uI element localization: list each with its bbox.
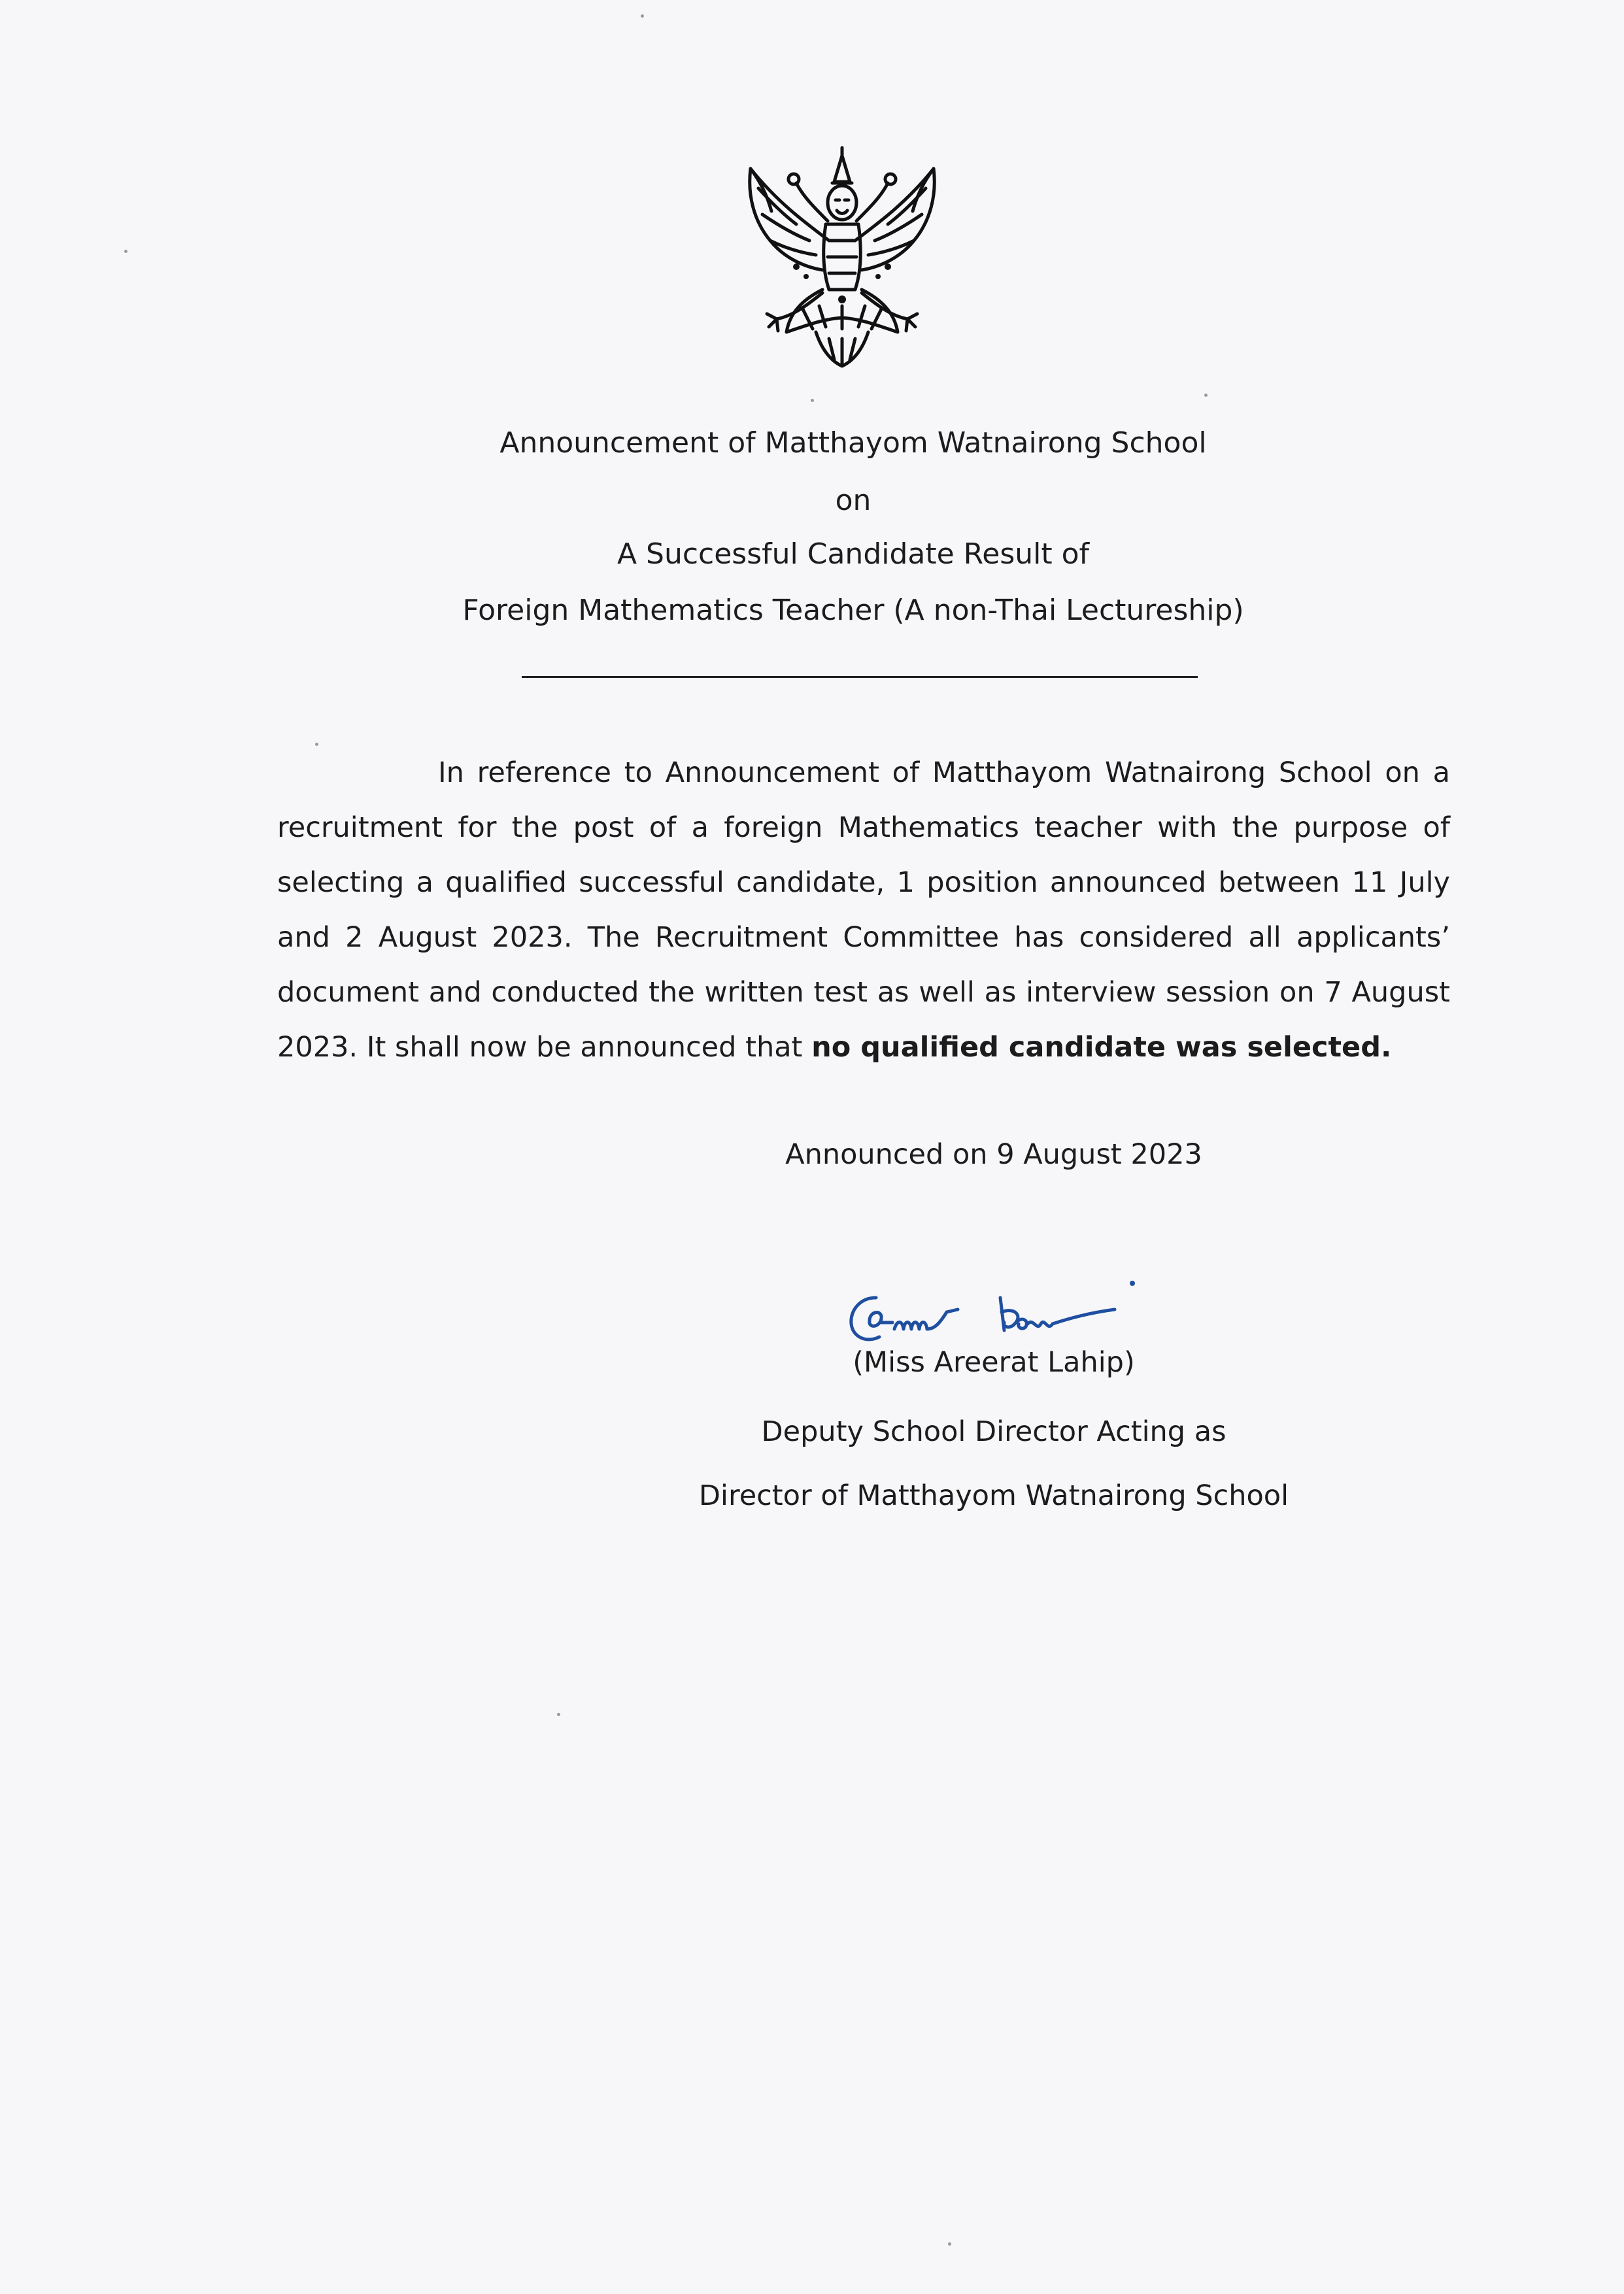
signatory-title: Deputy School Director Acting as [761,1415,1226,1448]
result-statement: no qualified candidate was selected. [811,1031,1392,1064]
scan-speck [811,399,814,402]
scan-speck [641,14,644,18]
scan-speck [948,2242,951,2246]
signatory-name: (Miss Areerat Lahip) [853,1346,1135,1379]
announcement-title-on: on [835,484,871,517]
announcement-subject: A Successful Candidate Result of [617,537,1090,571]
garuda-emblem-icon [731,143,953,371]
scan-speck [315,743,318,746]
announcement-title: Announcement of Matthayom Watnairong School [499,426,1207,460]
body-paragraph: In reference to Announcement of Matthayom Watnairong School on a recruitment for the post of a foreign Mathematics teacher with the purpose of selecting a qualified successful candidate, 1 position announced between 11 July and 2 August 2023. The Recruitment Committee has considered all applicants’ document and conducted the written test as well as interview session on 7 August 2023. It shall now be announced that [277,756,1450,1064]
announcement-position: Foreign Mathematics Teacher (A non-Thai Lectureship) [462,594,1244,627]
scan-speck [557,1713,560,1716]
title-divider [522,676,1198,678]
scan-speck [1204,394,1208,397]
signatory-office: Director of Matthayom Watnairong School [698,1479,1289,1512]
announcement-body [277,745,1450,1075]
announcement-date: Announced on 9 August 2023 [785,1138,1202,1171]
scan-speck [124,250,127,253]
